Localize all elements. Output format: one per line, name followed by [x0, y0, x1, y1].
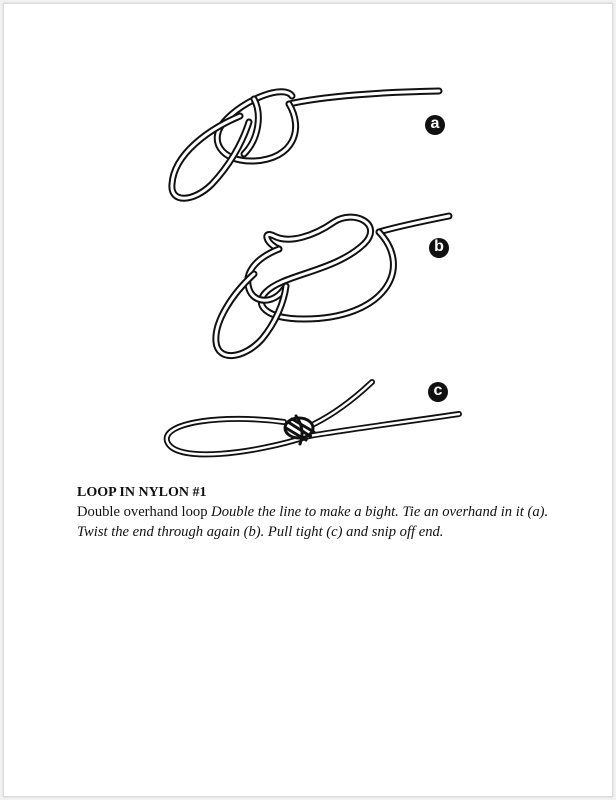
- caption-body: [77, 502, 577, 542]
- knot-name: Double overhand loop: [77, 504, 208, 520]
- knot-instructions: Double the line to make a bight. Tie an overhand in it (a). Twist the end through again (b). Pull tight (c) and snip off end.: [77, 504, 549, 540]
- caption-title: LOOP IN NYLON #1: [77, 485, 207, 500]
- knot-step-c-illustration: [167, 382, 459, 454]
- knot-step-b-illustration: [216, 216, 449, 356]
- document-page: [3, 3, 613, 797]
- knot-figure: [4, 4, 612, 796]
- step-b-badge: b: [429, 238, 449, 258]
- knot-step-a-illustration: [172, 91, 439, 198]
- figure-caption: [77, 484, 577, 542]
- step-c-badge: c: [428, 382, 448, 402]
- step-a-badge: a: [425, 115, 445, 135]
